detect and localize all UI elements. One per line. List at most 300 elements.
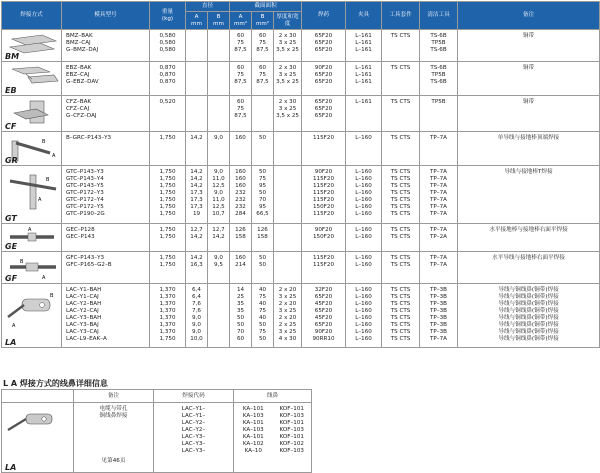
cell-value: L–160 — [355, 262, 372, 268]
dia-a-cell — [186, 166, 208, 224]
cell-value: 9,0 — [214, 169, 223, 175]
svg-text:A: A — [42, 275, 46, 281]
cell-value: 9,0 — [192, 329, 201, 335]
weight-cell — [150, 132, 186, 166]
cell-value: 50 — [258, 336, 267, 342]
cell-value: 87,5 — [234, 47, 247, 53]
cell-value: 60 — [236, 99, 245, 105]
cell-value: TP–7A — [430, 183, 447, 189]
cell-value: L–160 — [355, 329, 372, 335]
cell-value: 3 x 25 — [278, 40, 297, 46]
type-label: BM — [5, 52, 20, 61]
detail-lug2: KOF–102 — [279, 441, 304, 447]
cell-value: TP–7A — [430, 169, 447, 175]
cell-value: B–GRC–P143–Y3 — [66, 135, 112, 141]
cell-value: 90F20 — [314, 65, 333, 71]
cell-value: BMZ–CAJ — [66, 40, 91, 46]
cell-value: TS CTS — [390, 329, 411, 335]
weight-cell — [150, 166, 186, 224]
dia-a-cell — [186, 284, 208, 348]
cell-value: 水平导线与接地棒右面平焊接 — [492, 255, 565, 261]
cell-value: 1,750 — [159, 190, 176, 196]
cell-value: 90F20 — [314, 329, 333, 335]
cell-value: 115F20 — [313, 135, 335, 141]
cell-value: 1,750 — [159, 169, 176, 175]
dia-b-cell — [208, 30, 230, 62]
dia-a-cell — [186, 30, 208, 62]
cell-value: 11,0 — [212, 176, 225, 182]
cell-value: 14,2 — [190, 234, 203, 240]
detail-header-note: 备注 — [74, 390, 154, 403]
cell-value: 1,370 — [159, 301, 176, 307]
kit-cell — [382, 252, 420, 284]
dia-b-cell — [208, 224, 230, 252]
table-row — [2, 166, 600, 224]
cell-value: 115F20 — [313, 211, 335, 217]
cell-value: GTC–P172–Y3 — [66, 190, 104, 196]
cell-value: 9,0 — [214, 190, 223, 196]
sec-b-cell — [252, 132, 274, 166]
cell-value: 3 x 25 — [278, 106, 297, 112]
cell-value: 14,2 — [190, 176, 203, 182]
sec-thick-cell — [274, 252, 302, 284]
sec-a-cell — [230, 166, 252, 224]
cell-value: L–160 — [355, 204, 372, 210]
cell-value: 60 — [236, 33, 245, 39]
svg-text:B: B — [20, 259, 24, 265]
weight-cell — [150, 96, 186, 132]
cell-value: L–161 — [355, 65, 372, 71]
cell-value: 50 — [236, 322, 245, 328]
cell-value: 铜带 — [522, 33, 535, 39]
cell-value: 40 — [258, 287, 267, 293]
clamp-cell — [346, 224, 382, 252]
cell-value: LAC–Y1–BAH — [66, 287, 102, 293]
cell-value: 60 — [258, 33, 267, 39]
cell-value: 126 — [257, 227, 268, 233]
sec-thick-cell — [274, 132, 302, 166]
detail-header-blank — [2, 390, 74, 403]
cell-value: 16,3 — [190, 262, 203, 268]
cell-value: 7,6 — [192, 301, 201, 307]
detail-code: LAC–Y1– — [181, 406, 206, 412]
cell-value: TS CTS — [390, 234, 411, 240]
cell-value: 65F20 — [314, 106, 333, 112]
cell-value: TS-6B — [430, 47, 447, 53]
cell-value: 导线与铜线鼻(铜带)焊接 — [498, 301, 559, 307]
cell-value: TS CTS — [390, 169, 411, 175]
cell-value: 126 — [235, 227, 246, 233]
detail-lug2: KOF–101 — [279, 420, 304, 426]
cell-value: 1,750 — [159, 255, 176, 261]
cell-value: GTC–P143–Y4 — [66, 176, 104, 182]
sec-a-cell — [230, 132, 252, 166]
cell-value: TS CTS — [390, 301, 411, 307]
header-tool-kit: 工具套件 — [382, 2, 420, 30]
cell-value: 50 — [258, 255, 267, 261]
remark-cell — [458, 96, 600, 132]
cell-value: 50 — [236, 315, 245, 321]
cell-value: 4 x 30 — [278, 336, 297, 342]
cell-value: 0,870 — [159, 65, 176, 71]
cell-value: TS CTS — [390, 336, 411, 342]
cell-value: TS CTS — [390, 190, 411, 196]
clamp-cell — [346, 284, 382, 348]
dia-a-cell — [186, 224, 208, 252]
svg-text:B: B — [42, 139, 46, 145]
cell-value: TP5B — [431, 72, 446, 78]
cell-value: 1,750 — [159, 227, 176, 233]
kit-cell — [382, 166, 420, 224]
cell-value: TP–2A — [430, 234, 447, 240]
type-label: GR — [5, 156, 18, 165]
sec-thick-cell — [274, 166, 302, 224]
svg-text:A: A — [52, 153, 56, 159]
cell-value: LAC–Y3–BAH — [66, 315, 102, 321]
cell-value: 65F20 — [314, 322, 333, 328]
svg-text:A: A — [12, 323, 16, 329]
cell-value: 导线与铜线鼻(铜带)焊接 — [498, 322, 559, 328]
detail-code: LAC–Y2– — [181, 427, 206, 433]
cell-value: 单导线与接地棒顶端焊接 — [497, 135, 560, 141]
cell-value: GTC–P190–2G — [66, 211, 105, 217]
cell-value: 0,870 — [159, 79, 176, 85]
header-clamp: 夹具 — [346, 2, 382, 30]
cell-value: GFC–P165–G2–B — [66, 262, 112, 268]
cell-value: G–CFZ–DAJ — [66, 113, 97, 119]
cell-value: L–160 — [355, 169, 372, 175]
cell-value: 115F20 — [313, 183, 335, 189]
sec-b-cell — [252, 30, 274, 62]
sec-thick-cell — [274, 30, 302, 62]
sec-thick-cell — [274, 62, 302, 96]
cell-value: 87,5 — [256, 47, 269, 53]
dia-a-cell — [186, 132, 208, 166]
cell-value: 65F20 — [314, 33, 333, 39]
cell-value: 0,580 — [159, 47, 176, 53]
kit-cell — [382, 224, 420, 252]
type-cell — [2, 166, 62, 224]
cell-value: 3 x 25 — [278, 329, 297, 335]
cell-value: L–161 — [355, 33, 372, 39]
cell-value: L–161 — [355, 72, 372, 78]
cell-value: 32F20 — [314, 287, 333, 293]
section-title: L A 焊接方式的线鼻详细信息 — [3, 379, 108, 388]
detail-lug2: KOF–103 — [279, 413, 304, 419]
powder-cell — [302, 252, 346, 284]
powder-cell — [302, 284, 346, 348]
remark-cell — [458, 62, 600, 96]
cell-value: 50 — [258, 169, 267, 175]
clamp-cell — [346, 132, 382, 166]
cell-value: L–161 — [355, 79, 372, 85]
cell-value: 导线与铜线鼻(铜带)焊接 — [498, 336, 559, 342]
cell-value: 50 — [258, 190, 267, 196]
sec-b-cell — [252, 62, 274, 96]
cell-value: TS CTS — [390, 135, 411, 141]
header-sec-a: A mm² — [230, 12, 252, 30]
cell-value: 14,2 — [212, 234, 225, 240]
model-cell — [62, 30, 150, 62]
cell-value: GFC–P143–Y3 — [66, 255, 105, 261]
table-row — [2, 132, 600, 166]
table-row — [2, 96, 600, 132]
cell-value: 导线与铜线鼻(铜带)焊接 — [498, 329, 559, 335]
cell-value: 1,370 — [159, 287, 176, 293]
cell-value: 12,5 — [212, 204, 225, 210]
clean-cell — [420, 166, 458, 224]
detail-header-code: 焊接代码 — [154, 390, 234, 403]
type-label: LA — [5, 338, 17, 347]
sec-a-cell — [230, 284, 252, 348]
sec-b-cell — [252, 96, 274, 132]
header-weight: 重量 (kg) — [150, 2, 186, 30]
cell-value: 2 x 30 — [278, 33, 297, 39]
cell-value: 75 — [236, 72, 245, 78]
cell-value: 160 — [235, 183, 246, 189]
cell-value: TS CTS — [390, 322, 411, 328]
sec-b-cell — [252, 166, 274, 224]
gt-weld-figure-icon — [6, 169, 60, 213]
type-cell — [2, 30, 62, 62]
cell-value: 导线与铜线鼻(铜带)焊接 — [498, 308, 559, 314]
cell-value: 87,5 — [256, 79, 269, 85]
cell-value: 65F20 — [314, 47, 333, 53]
cell-value: TP–7A — [430, 197, 447, 203]
cell-value: TS CTS — [390, 211, 411, 217]
cell-value: 1,750 — [159, 211, 176, 217]
cell-value: 95 — [258, 183, 267, 189]
cell-value: 1,750 — [159, 234, 176, 240]
cell-value: 87,5 — [234, 113, 247, 119]
cell-value: 115F20 — [313, 262, 335, 268]
cell-value: 17,3 — [190, 197, 203, 203]
model-cell — [62, 166, 150, 224]
cell-value: L–160 — [355, 287, 372, 293]
cell-value: 2 x 30 — [278, 99, 297, 105]
cell-value: 1,750 — [159, 336, 176, 342]
cell-value: 90F20 — [314, 227, 333, 233]
detail-note-line: 电缆与带孔 — [99, 406, 128, 412]
cell-value: CFZ–BAK — [66, 99, 92, 105]
cell-value: 9,0 — [214, 255, 223, 261]
cell-value: L–160 — [355, 308, 372, 314]
cell-value: 158 — [257, 234, 268, 240]
cell-value: 1,750 — [159, 197, 176, 203]
cell-value: 75 — [236, 106, 245, 112]
svg-text:A: A — [28, 227, 32, 233]
sec-a-cell — [230, 96, 252, 132]
remark-cell — [458, 284, 600, 348]
cell-value: 50 — [258, 135, 267, 141]
cell-value: TP–3B — [430, 315, 447, 321]
type-label: CF — [5, 122, 17, 131]
cell-value: TP–3B — [430, 329, 447, 335]
cell-value: L–160 — [355, 294, 372, 300]
cell-value: TS CTS — [390, 197, 411, 203]
clean-cell — [420, 224, 458, 252]
cell-value: TP–7A — [430, 262, 447, 268]
cell-value: TS CTS — [390, 294, 411, 300]
cell-value: TP–7A — [430, 135, 447, 141]
sec-a-cell — [230, 62, 252, 96]
cell-value: 14,2 — [190, 135, 203, 141]
clamp-cell — [346, 96, 382, 132]
svg-text:A: A — [38, 197, 42, 203]
kit-cell — [382, 62, 420, 96]
cell-value: TP–3B — [430, 301, 447, 307]
svg-text:B: B — [46, 177, 50, 183]
clamp-cell — [346, 166, 382, 224]
cell-value: 14,2 — [190, 169, 203, 175]
header-powder: 焊药 — [302, 2, 346, 30]
cell-value: 60 — [236, 336, 245, 342]
cell-value: 90RR10 — [312, 336, 335, 342]
detail-code: LAC–Y3– — [181, 441, 206, 447]
cell-value: 87,5 — [234, 79, 247, 85]
cell-value: 1,370 — [159, 315, 176, 321]
cell-value: TP–3B — [430, 287, 447, 293]
cell-value: 232 — [235, 197, 246, 203]
cell-value: 75 — [258, 176, 267, 182]
cell-value: 19 — [192, 211, 201, 217]
cell-value: BMZ–BAK — [66, 33, 93, 39]
cell-value: 60 — [236, 65, 245, 71]
cell-value: L–160 — [355, 301, 372, 307]
dia-b-cell — [208, 132, 230, 166]
cell-value: 40 — [258, 315, 267, 321]
cell-value: EBZ–BAK — [66, 65, 92, 71]
remark-cell — [458, 30, 600, 62]
clamp-cell — [346, 62, 382, 96]
sec-a-cell — [230, 224, 252, 252]
cell-value: TS CTS — [390, 204, 411, 210]
table-row — [2, 62, 600, 96]
type-cell — [2, 96, 62, 132]
cell-value: 2 x 20 — [278, 301, 297, 307]
header-clean-tool: 清洁工具 — [420, 2, 458, 30]
clean-cell — [420, 62, 458, 96]
cell-value: TP–7A — [430, 211, 447, 217]
cell-value: TS CTS — [390, 287, 411, 293]
la-weld-figure-icon — [6, 287, 60, 333]
cell-value: 65F20 — [314, 308, 333, 314]
sec-b-cell — [252, 252, 274, 284]
cell-value: L–160 — [355, 190, 372, 196]
cell-value: 65F20 — [314, 113, 333, 119]
cell-value: TS CTS — [390, 33, 411, 39]
cell-value: 50 — [258, 322, 267, 328]
remark-cell — [458, 132, 600, 166]
cell-value: 232 — [235, 190, 246, 196]
weight-cell — [150, 252, 186, 284]
lug-detail-table — [1, 389, 312, 473]
detail-lug1: KA–101 — [242, 406, 264, 412]
weight-cell — [150, 284, 186, 348]
cell-value: L–160 — [355, 197, 372, 203]
clamp-cell — [346, 252, 382, 284]
sec-a-cell — [230, 252, 252, 284]
cell-value: 35 — [236, 301, 245, 307]
table-row — [2, 284, 600, 348]
cell-value: 3,5 x 25 — [276, 113, 299, 119]
cell-value: 232 — [235, 204, 246, 210]
cell-value: 95 — [258, 204, 267, 210]
cell-value: L–160 — [355, 211, 372, 217]
kit-cell — [382, 96, 420, 132]
sec-b-cell — [252, 224, 274, 252]
model-cell — [62, 224, 150, 252]
sec-a-cell — [230, 30, 252, 62]
cell-value: 0,520 — [159, 99, 176, 105]
cell-value: TP–7A — [430, 255, 447, 261]
cell-value: TS-6B — [430, 79, 447, 85]
cell-value: 65F20 — [314, 294, 333, 300]
cell-value: 9,5 — [214, 262, 223, 268]
cell-value: 3,5 x 25 — [276, 79, 299, 85]
clean-cell — [420, 30, 458, 62]
kit-cell — [382, 30, 420, 62]
cell-value: G–BMZ–DAJ — [66, 47, 99, 53]
model-cell — [62, 96, 150, 132]
cell-value: 65F20 — [314, 72, 333, 78]
header-sec-thick: 厚度和宽度 — [274, 12, 302, 30]
cell-value: L–161 — [355, 47, 372, 53]
type-label: GE — [5, 242, 18, 251]
cell-value: L–160 — [355, 227, 372, 233]
cell-value: 160 — [235, 176, 246, 182]
cell-value: 75 — [236, 40, 245, 46]
cell-value: 160 — [235, 255, 246, 261]
sec-thick-cell — [274, 224, 302, 252]
cell-value: TS-6B — [430, 33, 447, 39]
clean-cell — [420, 284, 458, 348]
detail-note-line: 铜线鼻焊接 — [99, 413, 128, 419]
sec-thick-cell — [274, 284, 302, 348]
cell-value: LAC–Y2–CAJ — [66, 308, 99, 314]
header-type: 焊接方式 — [2, 2, 62, 30]
cell-value: 75 — [258, 308, 267, 314]
weight-cell — [150, 62, 186, 96]
cell-value: L–160 — [355, 315, 372, 321]
powder-cell — [302, 132, 346, 166]
cell-value: G–EBZ–DAV — [66, 79, 99, 85]
detail-code: LAC–Y2– — [181, 420, 206, 426]
detail-page-ref: 见第46页 — [101, 458, 126, 464]
cell-value: 3 x 25 — [278, 72, 297, 78]
type-label: GF — [5, 274, 18, 283]
cell-value: TP–3B — [430, 322, 447, 328]
model-cell — [62, 284, 150, 348]
cell-value: TS CTS — [390, 315, 411, 321]
cell-value: 1,370 — [159, 294, 176, 300]
cell-value: GEC–P128 — [66, 227, 95, 233]
detail-note-cell — [74, 403, 154, 473]
weight-cell — [150, 30, 186, 62]
weight-cell — [150, 224, 186, 252]
cell-value: 导线与接地棒T焊接 — [504, 169, 553, 175]
detail-code: LAC–Y3– — [181, 434, 206, 440]
cell-value: 115F20 — [313, 190, 335, 196]
cell-value: 150F20 — [313, 204, 335, 210]
type-cell — [2, 284, 62, 348]
sec-b-cell — [252, 284, 274, 348]
cell-value: 12,5 — [212, 183, 225, 189]
dia-b-cell — [208, 252, 230, 284]
cell-value: 14,2 — [190, 255, 203, 261]
detail-lug2: KOF–103 — [279, 448, 304, 454]
kit-cell — [382, 284, 420, 348]
